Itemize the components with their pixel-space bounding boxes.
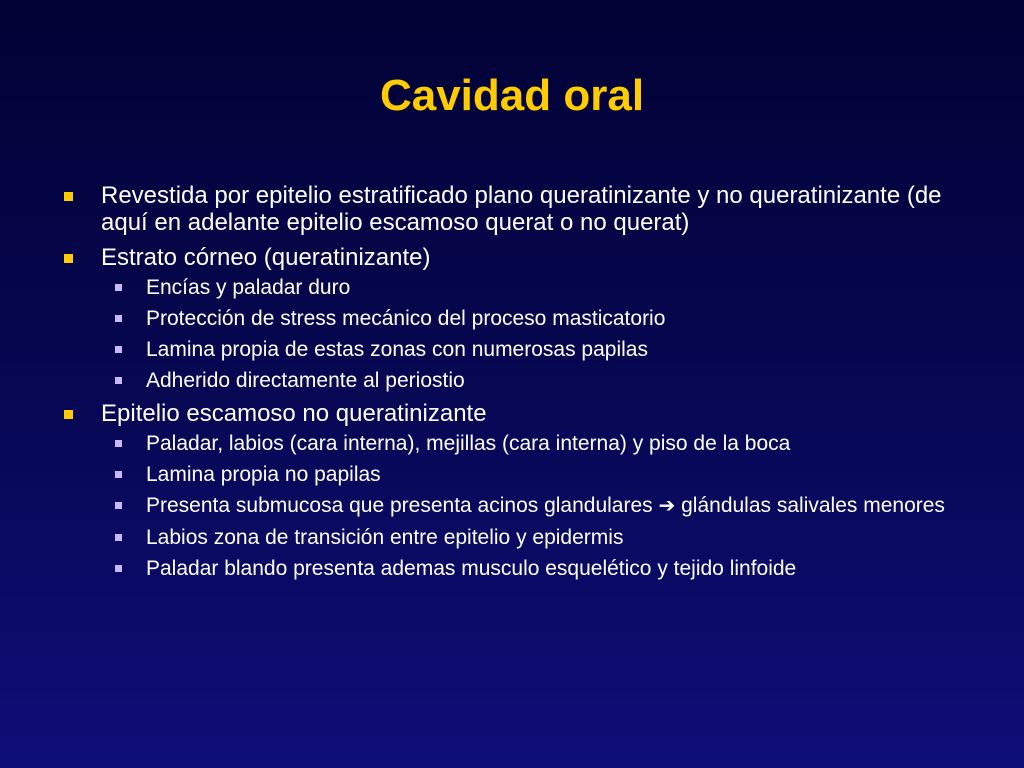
slide-title: Cavidad oral [379, 71, 645, 120]
square-bullet-icon [115, 471, 122, 478]
sub-list [101, 276, 960, 392]
square-bullet-icon [115, 565, 122, 572]
list-item-text: Epitelio escamoso no queratinizante [101, 400, 487, 427]
list-item [60, 244, 960, 392]
sub-list-item [60, 557, 960, 580]
sub-list-item [60, 369, 960, 392]
right-arrow-icon: ➔ [658, 495, 676, 517]
sub-list-item [60, 338, 960, 361]
list-item-text: Estrato córneo (queratinizante) [101, 244, 431, 271]
sub-list-item-text-start: Presenta submucosa que presenta acinos glandulares [146, 494, 653, 517]
sub-list-item-text [105, 494, 960, 518]
square-bullet-icon [115, 377, 122, 384]
sub-list [101, 432, 960, 580]
sub-list-item-text: Protección de stress mecánico del proceso masticatorio [146, 307, 666, 330]
list-item-text: Revestida por epitelio estratificado plano queratinizante y no queratinizante (de aquí en adelante epitelio escamoso querat o no querat) [101, 182, 942, 236]
square-bullet-icon [115, 502, 122, 509]
sub-list-item [60, 432, 960, 455]
square-bullet-icon [115, 315, 122, 322]
square-bullet-icon [64, 410, 73, 419]
sub-list-item-text: Lamina propia no papilas [146, 463, 381, 486]
list-item [60, 182, 960, 236]
sub-list-item [60, 276, 960, 299]
list-item [60, 400, 960, 580]
sub-list-item-text: Adherido directamente al periostio [146, 369, 465, 392]
sub-list-item-text: Lamina propia de estas zonas con numerosas papilas [146, 338, 648, 361]
sub-list-item-text: Labios zona de transición entre epitelio y epidermis [146, 526, 624, 549]
square-bullet-icon [115, 534, 122, 541]
sub-list-item [60, 307, 960, 330]
square-bullet-icon [115, 284, 122, 291]
sub-list-item-text: Paladar blando presenta ademas musculo esquelético y tejido linfoide [146, 557, 797, 580]
square-bullet-icon [64, 192, 73, 201]
sub-list-item-text: Paladar, labios (cara interna), mejillas (cara interna) y piso de la boca [146, 432, 791, 455]
sub-list-item-text: Encías y paladar duro [146, 276, 351, 299]
sub-list-item-text-end: glándulas salivales menores [681, 494, 945, 517]
square-bullet-icon [115, 440, 122, 447]
square-bullet-icon [115, 346, 122, 353]
sub-list-item [60, 463, 960, 486]
square-bullet-icon [64, 254, 73, 263]
bullet-list [60, 182, 960, 588]
sub-list-item [60, 494, 960, 518]
sub-list-item [60, 526, 960, 549]
